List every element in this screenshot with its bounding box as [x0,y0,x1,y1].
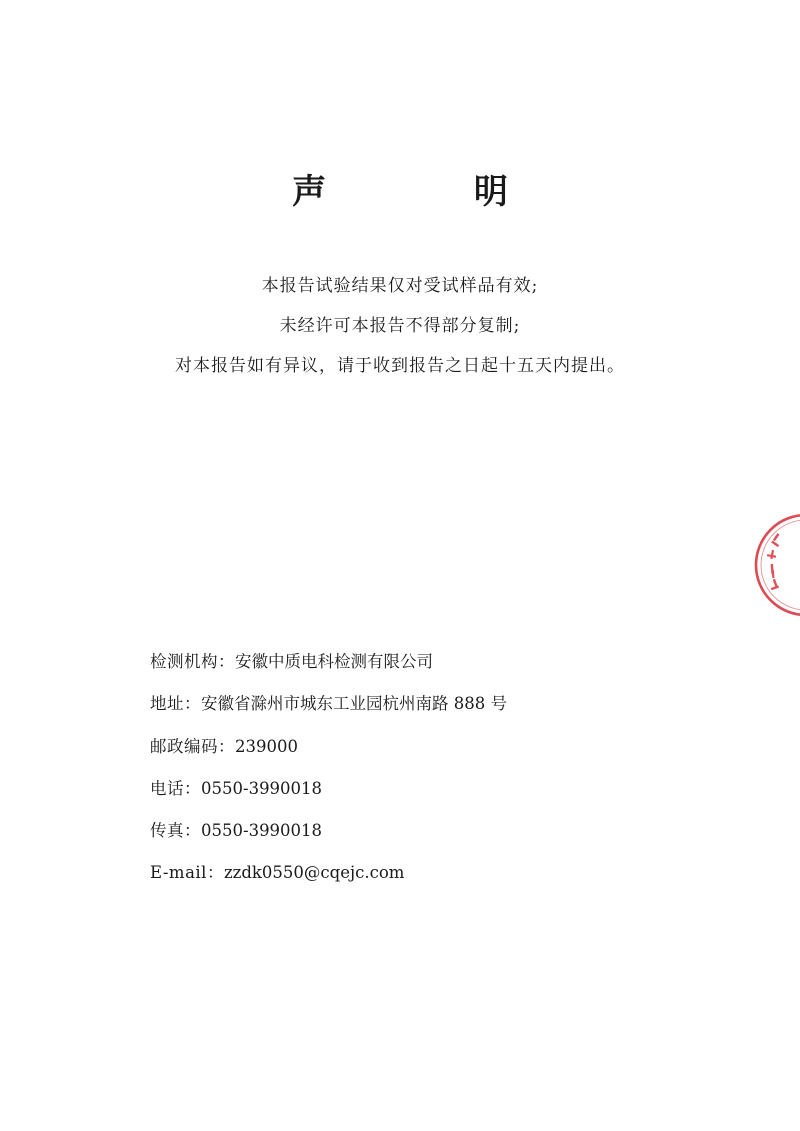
contact-label: 地址： [150,694,201,714]
contact-label: E-mail： [150,863,224,883]
page-title: 声 明 [292,172,576,212]
contact-label: 邮政编码： [150,736,235,756]
contact-row-postcode [150,733,750,775]
statement-3: 对本报告如有异议，请于收到报告之日起十五天内提出。 [175,356,625,376]
statement-1: 本报告试验结果仅对受试样品有效; [261,276,539,296]
contact-info [150,648,750,902]
contact-label: 传真： [150,821,201,841]
contact-row-address [150,690,750,732]
contact-value: 239000 [235,736,298,756]
contact-value: 0550-3990018 [201,778,323,798]
seal-stamp-icon [748,510,800,620]
contact-value: 安徽中质电科检测有限公司 [235,652,433,671]
contact-value: 0550-3990018 [201,821,323,841]
contact-row-phone [150,775,750,817]
contact-value: zzdk0550@cqejc.com [223,863,405,883]
contact-value: 安徽省滁州市城东工业园杭州南路 888 号 [201,694,507,714]
declaration-statements [0,272,800,392]
contact-label: 电话： [150,778,201,798]
contact-row-fax [150,817,750,859]
contact-row-institution [150,648,750,690]
statement-2: 未经许可本报告不得部分复制; [279,316,521,336]
contact-label: 检测机构： [150,652,235,671]
contact-row-email [150,859,750,901]
